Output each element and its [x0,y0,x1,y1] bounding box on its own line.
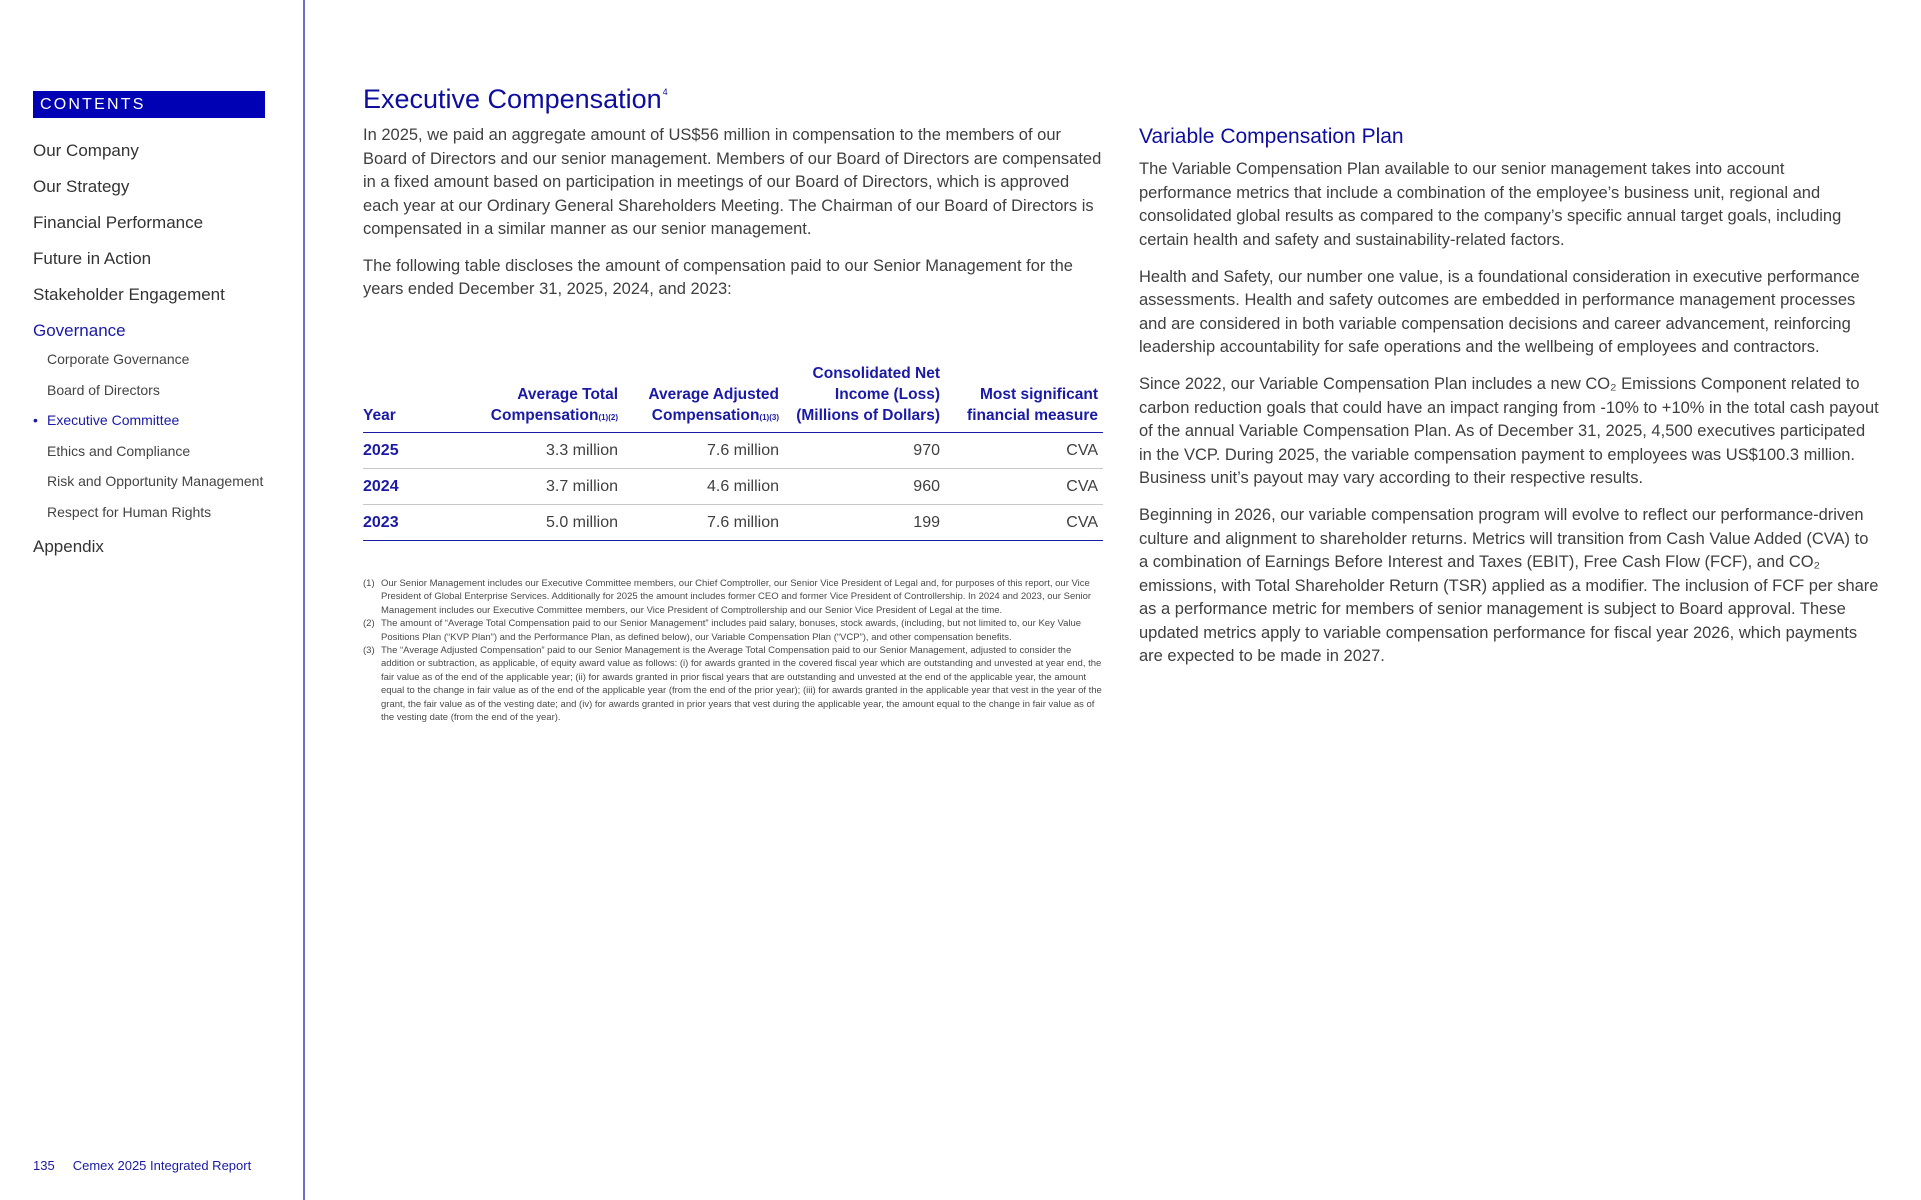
cell-net-income: 970 [784,433,945,469]
active-bullet-icon: • [33,412,38,428]
cell-net-income: 199 [784,505,945,541]
nav-item-future-in-action[interactable]: Future in Action [33,249,152,268]
cell-average-total: 5.0 million [473,505,623,541]
section-title-variable-compensation-plan: Variable Compensation Plan [1139,125,1404,148]
page-footer [33,1158,251,1173]
footnote [363,617,1103,644]
cell-average-adjusted: 7.6 million [623,433,784,469]
vcp-paragraph: The Variable Compensation Plan available to our senior management takes into account performance metrics that include a combination of the employee’s business unit, regional and consolidated global results as compared to the company’s specific annual target goals, including certain health and safety and sustainability-related factors. [1139,160,1842,249]
footnote-text: The amount of “Average Total Compensation paid to our Senior Management” includes paid salary, bonuses, stock awards, (including, but not limited to, our Key Value Positions Plan (“KVP Plan”) and the Performance Plan, as defined below), our Variable Compensation Plan (“VCP”), and other compensation benefits. [381,618,1082,643]
page-title-text: Executive Compensation [363,84,662,114]
col-header-average-adjusted-compensation: Average Adjusted Compensation$^{(1)(3)}$ [623,363,784,433]
table-row [363,505,1103,541]
footnote [363,577,1103,617]
table-row [363,433,1103,469]
contents-heading[interactable]: CONTENTS [33,91,265,118]
compensation-table [363,363,1103,541]
footnote-mark: (3) [363,645,375,657]
nav-subitem-corporate-governance[interactable]: Corporate Governance [47,351,190,367]
cell-measure: CVA [945,469,1103,505]
col-header-average-total-compensation: Average Total Compensation$^{(1)(2)}$ [473,363,623,433]
nav-item-governance[interactable]: Governance [33,321,126,340]
cell-net-income: 960 [784,469,945,505]
left-column [363,124,1103,315]
footnote-text: The “Average Adjusted Compensation” paid to our Senior Management is the Average Total Compensation paid to our Senior Management, adjusted to consider the addition or subtraction, as applicable, of equity award value as follows: (i) for awards granted in the covered fiscal year which are outstanding and unvested at year end, the fair value as of the end of the applicable year; (ii) for awards granted in prior fiscal years that are outstanding and unvested at the end of the applicable year, the amount equal to the change in fair value as of the end of the applicable year (from the end of the prior year); (iii) for awards granted in the applicable year that vest in the year of the grant, the fair value as of the vesting date; and (iv) for awards granted in prior years that vest during the applicable year, the amount equal to the change in fair value as of the vesting date (from the end of the year). [381,645,1102,724]
nav-subitem-risk-and-opportunity-management[interactable]: Risk and Opportunity Management [47,473,264,489]
table-header-row [363,363,1103,433]
cell-year: 2023 [363,505,473,541]
nav-item-financial-performance[interactable]: Financial Performance [33,213,204,232]
nav-item-our-company[interactable]: Our Company [33,141,139,160]
table-intro-paragraph: The following table discloses the amount of compensation paid to our Senior Management for the years ended December 31, 2025, 2024, and 2023: [363,256,1073,298]
footnote-text: Our Senior Management includes our Executive Committee members, our Chief Comptroller, our Senior Vice President of Legal and, for purposes of this report, our Vice President of Global Enterprise Services. Additionally for 2025 the amount includes former CEO and former Vice President of Controllership. In 2024 and 2023, our Senior Management includes our Executive Committee members, our Vice President of Comptrollership and our Senior Vice President of Legal at the time. [381,578,1092,616]
footnote-mark: (1) [363,578,375,589]
nav-subitem-respect-for-human-rights[interactable]: Respect for Human Rights [47,503,212,520]
cell-year: 2024 [363,469,473,505]
page-number: 135 [33,1158,55,1173]
vcp-paragraph: Health and Safety, our number one value, is a foundational consideration in executive performance assessments. Health and safety outcomes are embedded in performance management processes and are considered in both variable compensation decisions and career advancement, reinforcing leadership accountability for safe operations and the wellbeing of employees and contractors. [1139,267,1860,356]
col-header-year: Year [363,363,473,433]
sidebar-divider [303,0,305,1200]
vcp-paragraph: Since 2022, our Variable Compensation Plan includes a new CO₂ Emissions Component related to carbon reduction goals that could have an impact ranging from -10% to +10% in the total cash payout of the annual Variable Compensation Plan. As of December 31, 2025, 4,500 executives participated in the VCP. During 2025, the variable compensation payment to employees was US$100.3 million. Business unit’s payout may vary according to their respective results. [1139,375,1879,487]
cell-average-adjusted: 4.6 million [623,469,784,505]
col-header-financial-measure: Most significant financial measure [945,363,1103,433]
cell-average-total: 3.7 million [473,469,623,505]
table-row [363,469,1103,505]
cell-average-total: 3.3 million [473,433,623,469]
nav-subitem-ethics-and-compliance[interactable]: Ethics and Compliance [47,442,191,459]
cell-year: 2025 [363,433,473,469]
cell-measure: CVA [945,433,1103,469]
right-column [1139,124,1879,682]
footnote [363,644,1103,724]
title-footnote-mark: 4 [662,87,668,97]
sidebar [0,0,304,1200]
nav-item-our-strategy[interactable]: Our Strategy [33,177,130,196]
cell-measure: CVA [945,505,1103,541]
vcp-paragraph: Beginning in 2026, our variable compensation program will evolve to reflect our performance-driven culture and alignment to shareholder returns. Metrics will transition from Cash Value Added (CVA) to a combination of Earnings Before Interest and Taxes (EBIT), Free Cash Flow (FCF), and CO₂ emissions, with Total Shareholder Return (TSR) applied as a modifier. The inclusion of FCF per share as a performance metric for members of senior management is subject to Board approval. These updated metrics apply to variable compensation performance for fiscal year 2026, which payments are expected to be made in 2027. [1139,506,1879,665]
table-footnotes [363,577,1103,724]
report-name: Cemex 2025 Integrated Report [72,1158,252,1173]
nav-item-stakeholder-engagement[interactable]: Stakeholder Engagement [33,285,225,304]
footnote-mark: (2) [363,618,375,630]
nav-subitem-board-of-directors[interactable]: Board of Directors [47,381,160,398]
col-header-consolidated-net-income: Consolidated Net Income (Loss) (Millions of Dollars) [784,363,945,433]
page-title [363,84,668,115]
nav-subitem-executive-committee[interactable] [33,409,293,440]
cell-average-adjusted: 7.6 million [623,505,784,541]
nav-item-appendix[interactable]: Appendix [33,536,104,556]
table-of-contents [33,137,293,569]
nav-subitem-label: Executive Committee [47,412,180,428]
intro-paragraph: In 2025, we paid an aggregate amount of US$56 million in compensation to the members of our Board of Directors and our senior management. Members of our Board of Directors are compensated in a fixed amount based on participation in meetings of our Board of Directors, which is approved each year at our Ordinary General Shareholders Meeting. The Chairman of our Board of Directors is compensated in a similar manner as our senior management. [363,126,1102,238]
